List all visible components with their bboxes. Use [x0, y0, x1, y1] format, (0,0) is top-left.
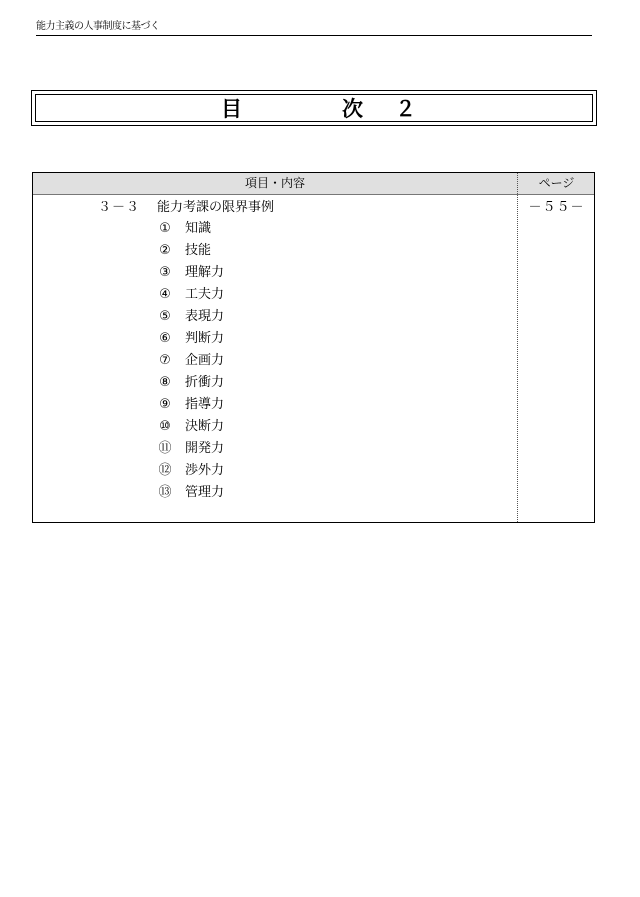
list-item — [33, 394, 594, 416]
running-header: 能力主義の人事制度に基づく — [36, 20, 592, 36]
item-number: ③ — [159, 265, 171, 280]
item-number: ⑩ — [159, 419, 171, 434]
list-item — [33, 284, 594, 306]
list-item — [33, 372, 594, 394]
item-number: ④ — [159, 287, 171, 302]
item-label: 渉外力 — [185, 463, 225, 478]
title-box-inner — [35, 94, 593, 122]
title-box — [31, 90, 597, 126]
header-page: ページ — [538, 176, 575, 190]
list-item — [33, 240, 594, 262]
item-label: 指導力 — [185, 397, 225, 412]
item-label: 工夫力 — [185, 287, 225, 302]
list-item — [33, 328, 594, 350]
toc-table — [32, 172, 595, 523]
item-number: ② — [159, 243, 171, 258]
item-label: 知識 — [185, 221, 212, 236]
item-number: ⑧ — [159, 375, 171, 390]
section-number: ３－３ — [98, 200, 141, 215]
item-label: 管理力 — [185, 485, 225, 500]
toc-header-row — [33, 173, 594, 195]
item-number: ⑥ — [159, 331, 171, 346]
item-number: ① — [159, 221, 171, 236]
item-number: ⑦ — [159, 353, 171, 368]
list-item — [33, 416, 594, 438]
page-title-part-3: ２ — [395, 97, 416, 121]
toc-main-entry — [33, 198, 594, 218]
item-number: ⑤ — [159, 309, 171, 324]
toc-sub-list — [33, 218, 594, 504]
list-item — [33, 218, 594, 240]
item-label: 表現力 — [185, 309, 225, 324]
item-label: 企画力 — [185, 353, 225, 368]
list-item — [33, 262, 594, 284]
item-label: 理解力 — [185, 265, 225, 280]
item-number: ⑪ — [158, 441, 172, 456]
list-item — [33, 460, 594, 482]
page-title-part-1: 目 — [221, 97, 242, 121]
item-label: 技能 — [185, 243, 212, 258]
item-label: 開発力 — [185, 441, 225, 456]
section-title: 能力考課の限界事例 — [157, 200, 275, 215]
header-item-content: 項目・内容 — [244, 176, 305, 190]
page-title-part-2: 次 — [342, 97, 363, 121]
item-label: 判断力 — [185, 331, 225, 346]
item-number: ⑨ — [159, 397, 171, 412]
item-label: 折衝力 — [185, 375, 225, 390]
list-item — [33, 306, 594, 328]
item-number: ⑫ — [158, 463, 172, 478]
list-item — [33, 482, 594, 504]
list-item — [33, 438, 594, 460]
item-number: ⑬ — [158, 485, 172, 500]
list-item — [33, 350, 594, 372]
item-label: 決断力 — [185, 419, 225, 434]
section-page-number: －５５－ — [528, 200, 585, 215]
